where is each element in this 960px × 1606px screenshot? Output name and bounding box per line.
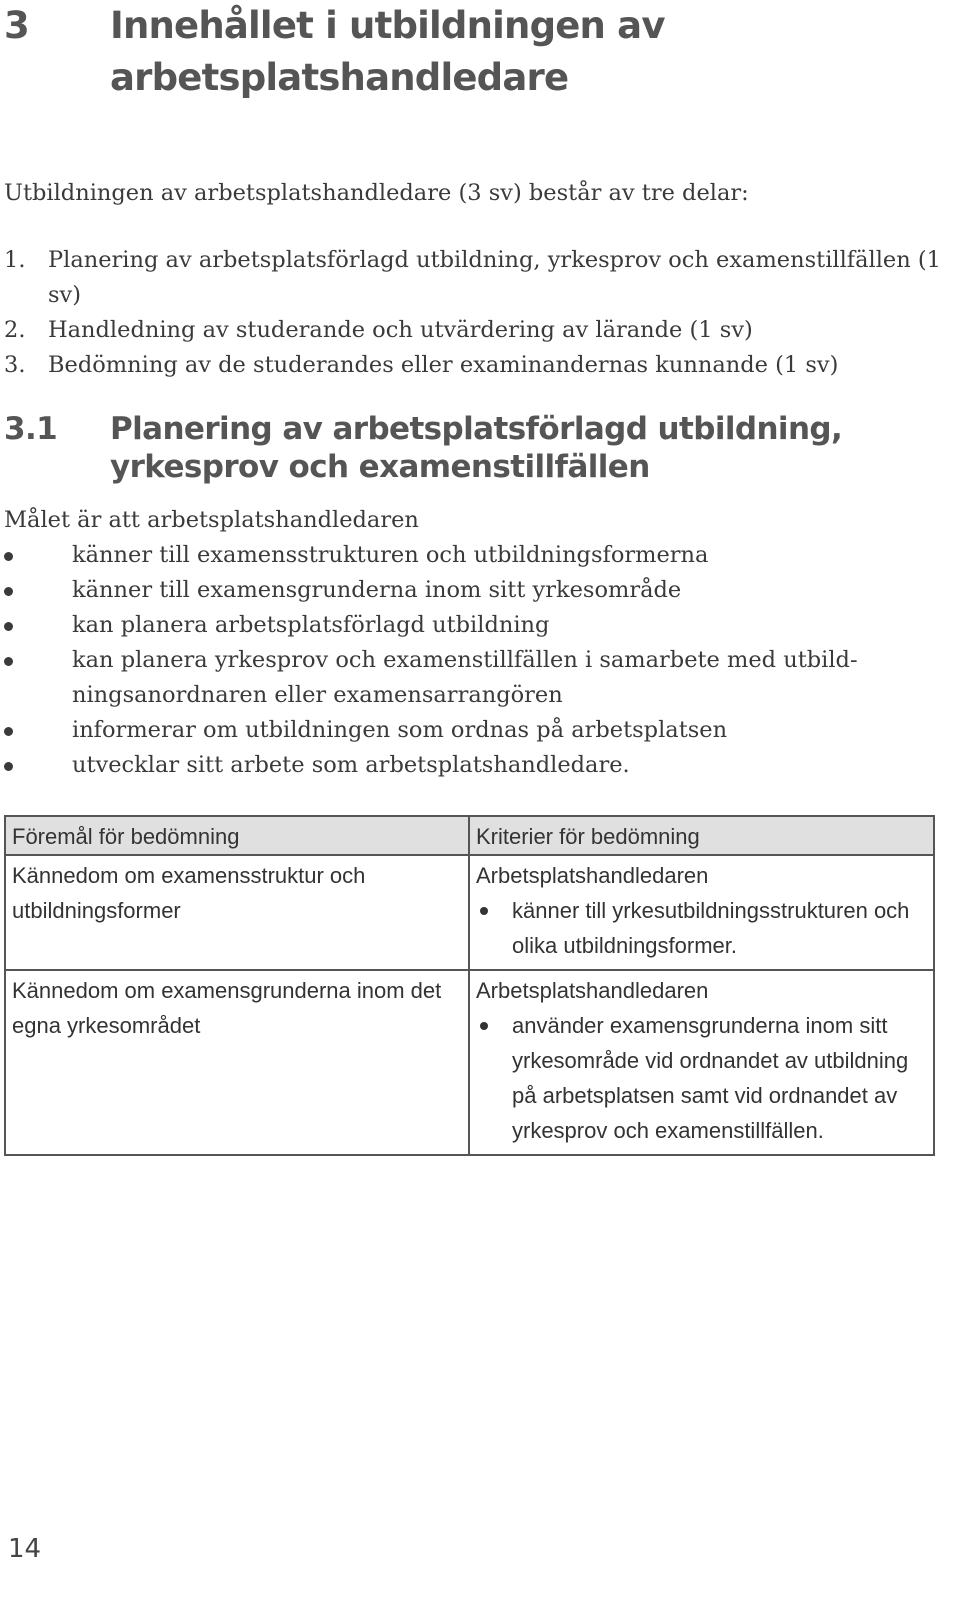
criteria-lead: Arbetsplatshandledaren: [476, 978, 709, 1003]
list-item-text: känner till examensstrukturen och utbildningsformerna: [72, 542, 709, 568]
list-number: 3.: [4, 352, 26, 378]
list-item-text: Planering av arbetsplatsförlagd utbildning, yrkesprov och examenstillfällen (1 sv): [48, 247, 941, 308]
bullet-icon: [4, 552, 13, 561]
list-item: [4, 748, 904, 783]
list-item-text: informerar om utbildningen som ordnas på arbetsplatsen: [72, 717, 728, 743]
list-item-text: känner till examensgrunderna inom sitt yrkesområde: [72, 577, 682, 603]
section-title: Planering av arbetsplatsförlagd utbildning, yrkesprov och examenstillfällen: [110, 411, 843, 485]
list-item: [476, 893, 927, 963]
table-row: [5, 855, 934, 970]
column-header: Kriterier för bedömning: [469, 816, 934, 855]
list-number: 1.: [4, 247, 26, 273]
table-header-row: [5, 816, 934, 855]
list-item-text: kan planera yrkesprov och examenstillfällen i samarbete med utbildningsanordnaren eller examensarrangören: [72, 647, 858, 708]
assessment-object: Kännedom om examensstruktur och utbildningsformer: [12, 863, 366, 923]
list-item: [4, 538, 904, 573]
list-item-text: använder examensgrunderna inom sitt yrkesområde vid ordnandet av utbildning på arbetsplatsen samt vid ordnandet av yrkesprov och examenstillfällen.: [512, 1013, 909, 1143]
list-item-text: känner till yrkesutbildningsstrukturen och olika utbildningsformer.: [512, 898, 910, 958]
bullet-icon: [4, 587, 13, 596]
table-cell: [5, 970, 469, 1155]
list-item: [4, 643, 904, 713]
table-cell: [469, 855, 934, 970]
bullet-icon: [4, 762, 13, 771]
list-item: [4, 608, 904, 643]
bullet-icon: [480, 907, 488, 915]
list-item-text: Bedömning av de studerandes eller examinandernas kunnande (1 sv): [48, 352, 839, 378]
parts-list: [4, 243, 944, 383]
intro-paragraph: Utbildningen av arbetsplatshandledare (3 sv) består av tre delar:: [4, 180, 749, 206]
bullet-icon: [4, 727, 13, 736]
assessment-table: [4, 815, 935, 1156]
list-item: [4, 243, 944, 313]
chapter-number: 3: [4, 4, 29, 47]
list-item: [4, 348, 944, 383]
table-cell: [469, 970, 934, 1155]
list-item: [4, 713, 904, 748]
list-item: [476, 1008, 927, 1148]
list-item-text: kan planera arbetsplatsförlagd utbildning: [72, 612, 550, 638]
list-item: [4, 313, 944, 348]
table-row: [5, 970, 934, 1155]
section-number: 3.1: [4, 411, 58, 447]
bullet-icon: [4, 657, 13, 666]
page-number: 14: [8, 1534, 42, 1564]
criteria-list: [476, 1008, 927, 1148]
bullet-icon: [4, 622, 13, 631]
criteria-list: [476, 893, 927, 963]
list-item-text: utvecklar sitt arbete som arbetsplatshandledare.: [72, 752, 630, 778]
list-item-text: Handledning av studerande och utvärdering av lärande (1 sv): [48, 317, 753, 343]
list-number: 2.: [4, 317, 26, 343]
assessment-object: Kännedom om examensgrunderna inom det egna yrkesområdet: [12, 978, 442, 1038]
chapter-title: Innehållet i utbildningen av arbetsplatshandledare: [110, 4, 665, 99]
list-item: [4, 573, 904, 608]
criteria-lead: Arbetsplatshandledaren: [476, 863, 709, 888]
column-header: Föremål för bedömning: [5, 816, 469, 855]
table-cell: [5, 855, 469, 970]
goals-lead: Målet är att arbetsplatshandledaren: [4, 507, 419, 533]
goals-list: [4, 538, 904, 783]
bullet-icon: [480, 1022, 488, 1030]
